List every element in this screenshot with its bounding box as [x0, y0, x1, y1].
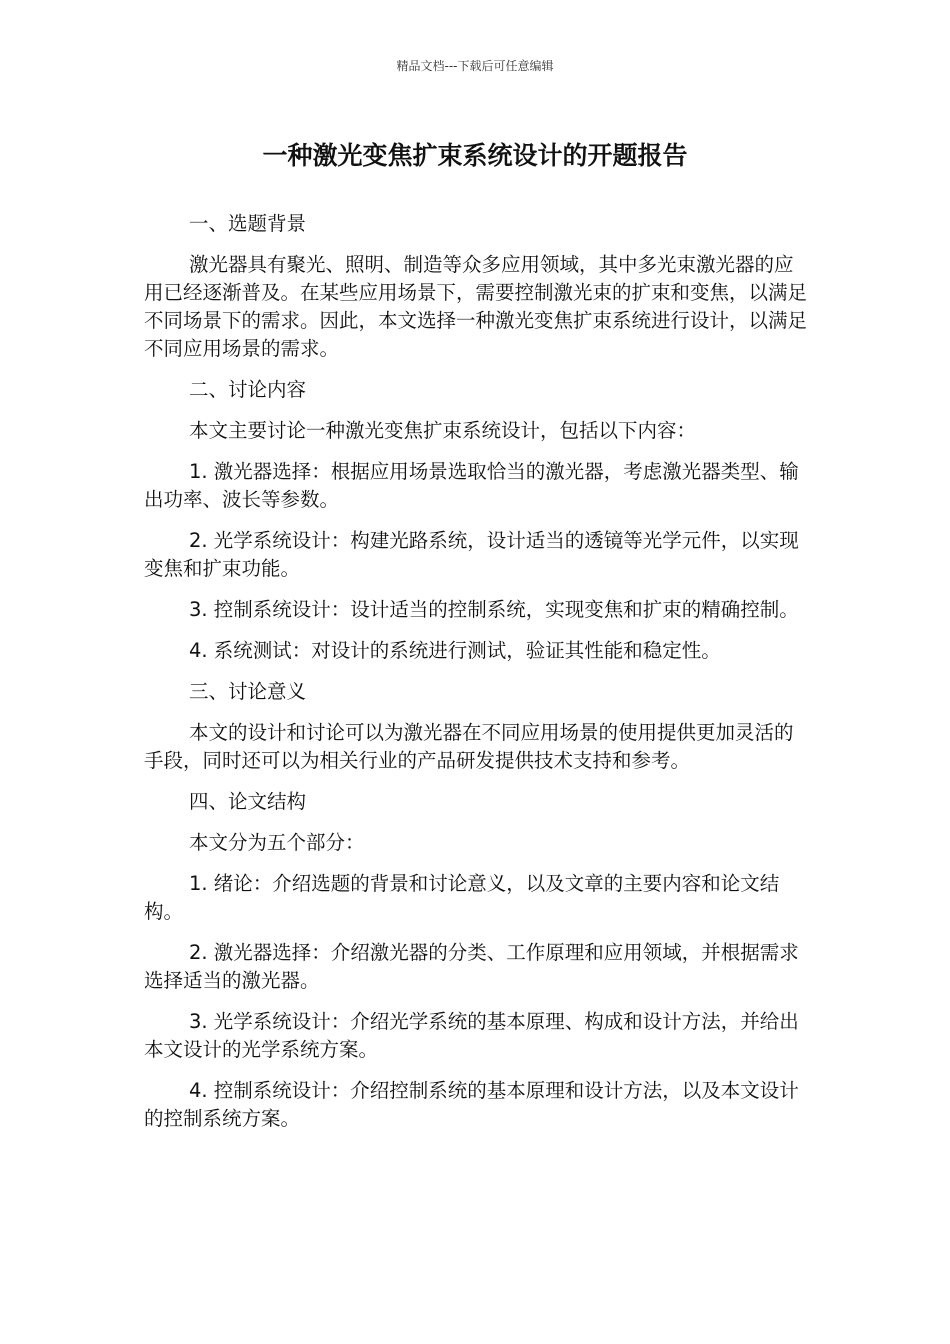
paragraph-background: 激光器具有聚光、照明、制造等众多应用领域，其中多光束激光器的应用已经逐渐普及。在某些应用场景下，需要控制激光束的扩束和变焦，以满足不同场景下的需求。因此，本文选择一种激光变焦扩束系统进行设计，以满足不同应用场景的需求。	[144, 253, 808, 360]
document-body	[144, 210, 808, 1146]
section-heading-structure: 四、论文结构	[189, 790, 307, 813]
paragraph-significance: 本文的设计和讨论可以为激光器在不同应用场景的使用提供更加灵活的手段，同时还可以为相关行业的产品研发提供技术支持和参考。	[144, 721, 794, 772]
list-item-optical-chapter: 3. 光学系统设计：介绍光学系统的基本原理、构成和设计方法，并给出本文设计的光学系统方案。	[144, 1010, 799, 1061]
list-item-introduction: 1. 绪论：介绍选题的背景和讨论意义，以及文章的主要内容和论文结构。	[144, 872, 780, 923]
list-item-laser-selection: 1. 激光器选择：根据应用场景选取恰当的激光器，考虑激光器类型、输出功率、波长等参数。	[144, 460, 799, 511]
section-heading-significance: 三、讨论意义	[189, 680, 307, 703]
document-title: 一种激光变焦扩束系统设计的开题报告	[262, 141, 688, 170]
list-item-system-test: 4. 系统测试：对设计的系统进行测试，验证其性能和稳定性。	[189, 639, 721, 662]
list-item-laser-chapter: 2. 激光器选择：介绍激光器的分类、工作原理和应用领域，并根据需求选择适当的激光器。	[144, 941, 799, 992]
paragraph-content-intro: 本文主要讨论一种激光变焦扩束系统设计，包括以下内容：	[189, 419, 697, 442]
paragraph-structure-intro: 本文分为五个部分：	[189, 831, 365, 854]
list-item-control-design: 3. 控制系统设计：设计适当的控制系统，实现变焦和扩束的精确控制。	[189, 598, 799, 621]
list-item-optical-design: 2. 光学系统设计：构建光路系统，设计适当的透镜等光学元件，以实现变焦和扩束功能。	[144, 529, 799, 580]
section-heading-content: 二、讨论内容	[189, 378, 307, 401]
section-heading-background: 一、选题背景	[189, 212, 307, 235]
page-header: 精品文档---下载后可任意编辑	[396, 59, 554, 73]
list-item-control-chapter: 4. 控制系统设计：介绍控制系统的基本原理和设计方法，以及本文设计的控制系统方案。	[144, 1079, 799, 1130]
